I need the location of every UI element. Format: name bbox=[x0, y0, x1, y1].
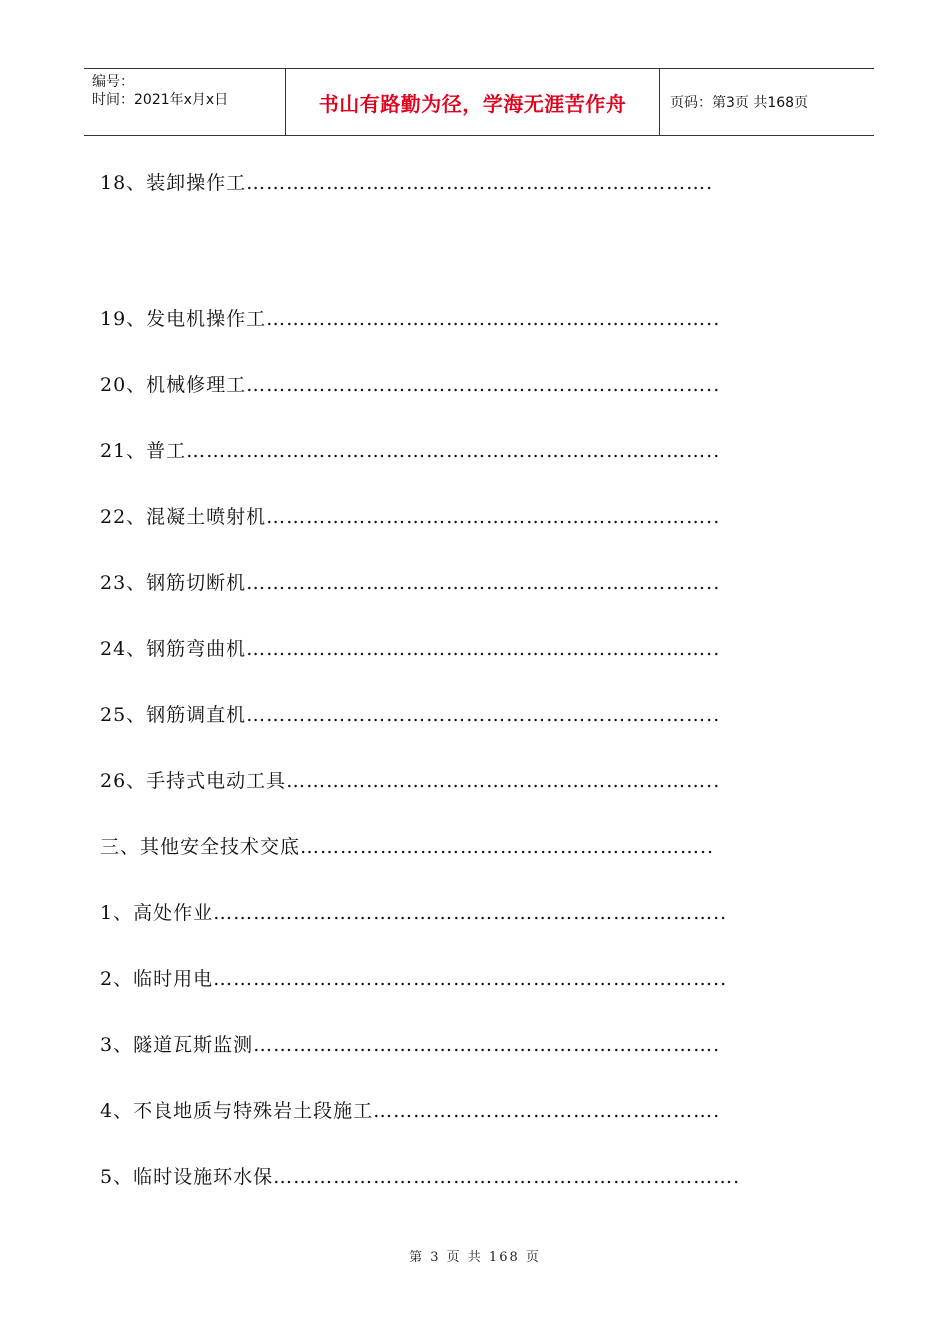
toc-entry[interactable] bbox=[100, 502, 740, 532]
toc-entry[interactable] bbox=[100, 168, 740, 198]
header-motto-cell bbox=[286, 69, 660, 135]
header-page-number: 页码：第3页 共168页 bbox=[670, 95, 809, 111]
toc-entry-text: 1、高处作业………………………………………………………………….. bbox=[100, 902, 728, 924]
toc-entry-text: 25、钢筋调直机…………………………………………………………….. bbox=[100, 704, 721, 726]
toc-entry[interactable] bbox=[100, 832, 740, 862]
header-motto: 书山有路勤为径，学海无涯苦作舟 bbox=[318, 91, 627, 116]
toc-entry[interactable] bbox=[100, 700, 740, 730]
toc-entry[interactable] bbox=[100, 436, 740, 466]
toc-entry[interactable] bbox=[100, 1030, 740, 1060]
toc-entry-text: 2、临时用电………………………………………………………………….. bbox=[100, 968, 728, 990]
toc-entry[interactable] bbox=[100, 304, 740, 334]
header-number: 编号： bbox=[92, 74, 134, 90]
toc-entry[interactable] bbox=[100, 1096, 740, 1126]
header-page-cell bbox=[660, 69, 874, 135]
toc-entry[interactable] bbox=[100, 370, 740, 400]
toc-entry[interactable] bbox=[100, 964, 740, 994]
toc-entry[interactable] bbox=[100, 898, 740, 928]
header-time: 时间：2021年x月x日 bbox=[92, 92, 229, 108]
toc-entry-text: 5、临时设施环水保……………………………………………………………. bbox=[100, 1166, 740, 1188]
toc-entry-text: 18、装卸操作工……………………………………………………………. bbox=[100, 172, 714, 194]
footer-page-number: 第 3 页 共 168 页 bbox=[409, 1250, 541, 1265]
toc-entry-text: 19、发电机操作工………………………………………………………….. bbox=[100, 308, 721, 330]
toc-entry[interactable] bbox=[100, 1162, 740, 1192]
toc-entry-text: 21、普工…………………………………………………………………….. bbox=[100, 440, 721, 462]
header-meta bbox=[84, 69, 286, 135]
toc-entry[interactable] bbox=[100, 766, 740, 796]
toc-entry-text: 4、不良地质与特殊岩土段施工……………………………………………. bbox=[100, 1100, 721, 1122]
toc-entry-text: 3、隧道瓦斯监测……………………………………………………………. bbox=[100, 1034, 721, 1056]
toc-entry-text: 22、混凝土喷射机………………………………………………………….. bbox=[100, 506, 721, 528]
toc-entry-text: 20、机械修理工…………………………………………………………….. bbox=[100, 374, 721, 396]
toc-entry-text: 三、其他安全技术交底…………………………………………………….. bbox=[100, 836, 715, 858]
toc-entry-text: 23、钢筋切断机…………………………………………………………….. bbox=[100, 572, 721, 594]
toc-entry-text: 24、钢筋弯曲机…………………………………………………………….. bbox=[100, 638, 721, 660]
toc-entry[interactable] bbox=[100, 568, 740, 598]
page-footer bbox=[0, 1246, 950, 1265]
toc-entry-text: 26、手持式电动工具……………………………………………………….. bbox=[100, 770, 721, 792]
toc-entry[interactable] bbox=[100, 634, 740, 664]
page-header bbox=[84, 68, 874, 136]
